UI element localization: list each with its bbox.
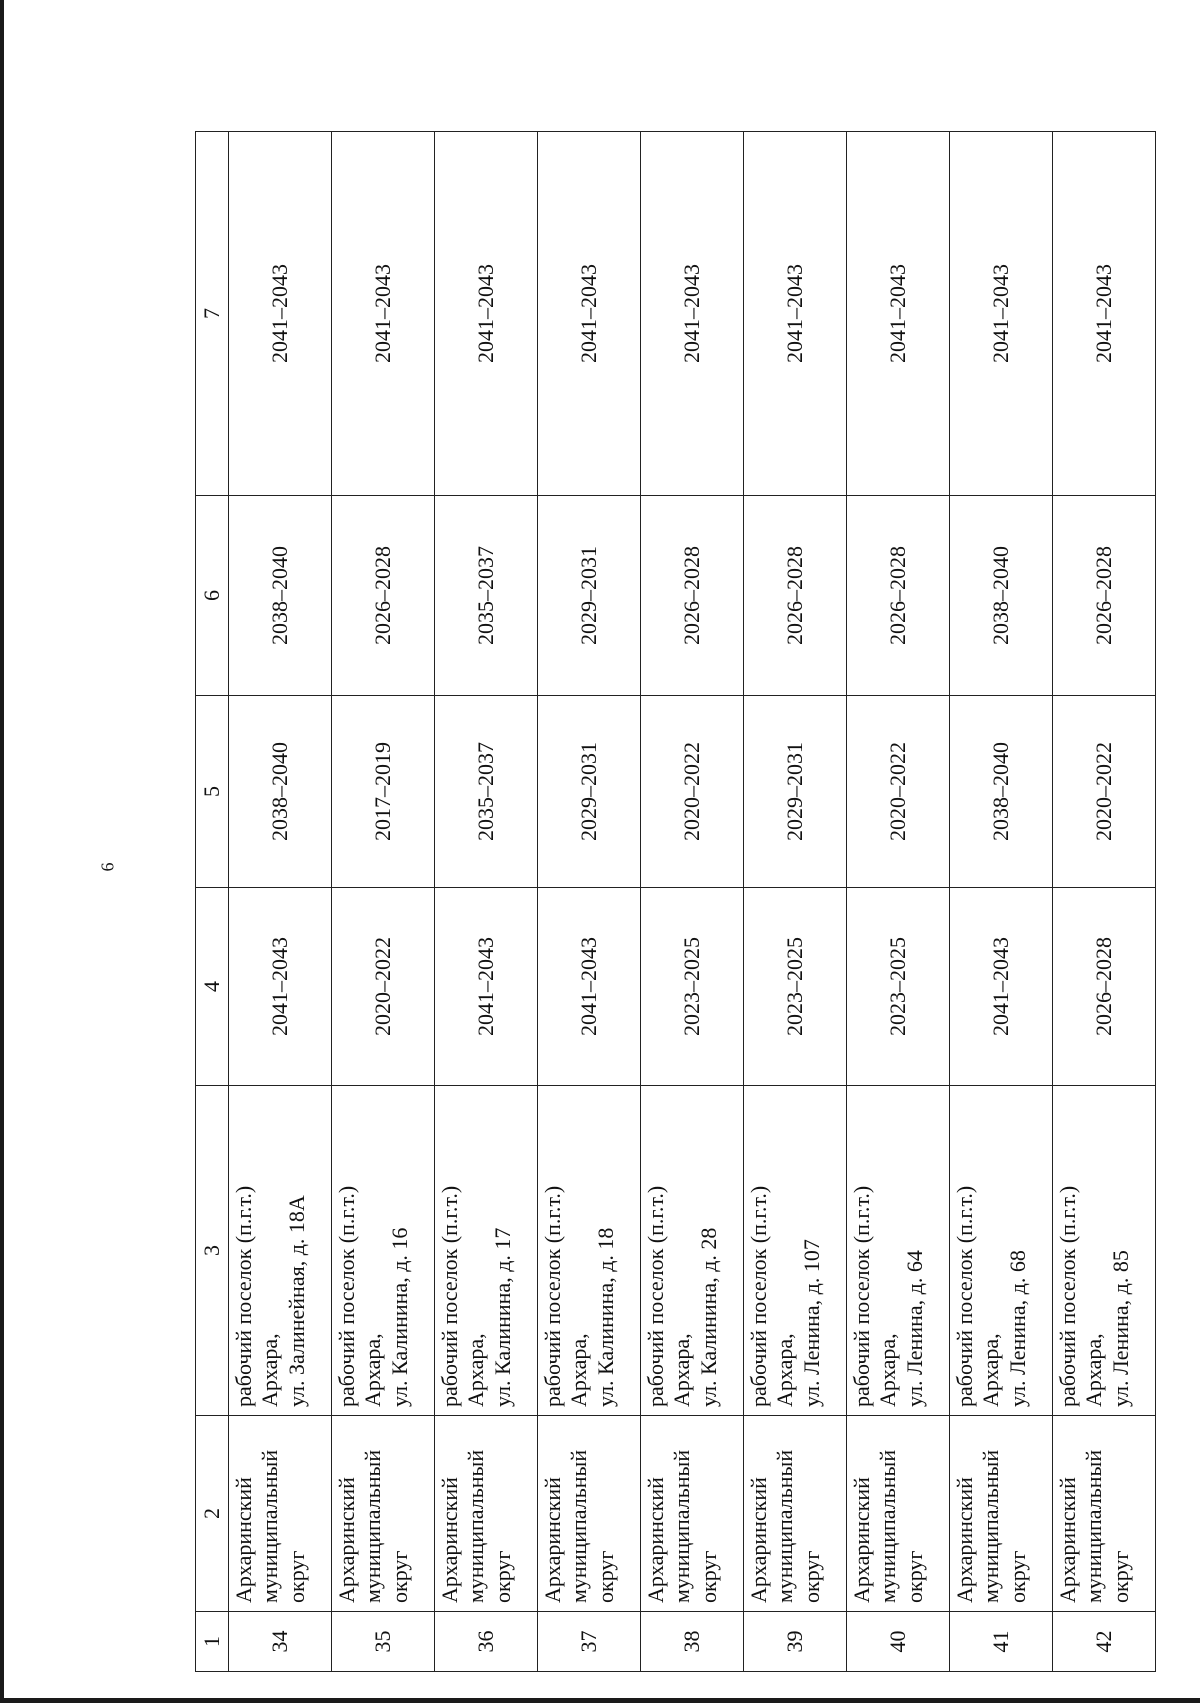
address-cell-line: Архара, [566,1333,592,1407]
district-cell-line: округ [386,1550,412,1603]
district-cell-line: муниципальный [978,1449,1004,1603]
header-cell-6: 6 [196,496,229,696]
table-row [847,132,950,1672]
table-row [641,132,744,1672]
table-row [950,132,1053,1672]
district-cell-line: округ [489,1550,515,1603]
address-cell-line: Архара, [360,1333,386,1407]
period-col5-cell: 2020–2022 [847,696,950,888]
address-cell-line: рабочий поселок (п.г.т.) [952,1185,977,1407]
address-cell-line: ул. Калинина, д. 28 [695,1227,721,1407]
period-col6-cell: 2029–2031 [538,496,641,696]
table-row [332,132,435,1672]
header-cell-4: 4 [196,888,229,1086]
district-cell-line: муниципальный [463,1449,489,1603]
district-cell-line: Архаринский [540,1477,565,1603]
period-col5-cell: 2035–2037 [435,696,538,888]
period-col4-cell: 2041–2043 [229,888,332,1086]
period-col5-cell: 2038–2040 [950,696,1053,888]
row-number-cell: 38 [641,1612,744,1672]
address-cell-line: рабочий поселок (п.г.т.) [849,1185,874,1407]
address-cell [847,1086,950,1416]
address-cell-line: ул. Залинейная, д. 18А [283,1195,309,1407]
district-cell-line: округ [798,1550,824,1603]
address-cell-line: рабочий поселок (п.г.т.) [746,1185,771,1407]
address-cell [744,1086,847,1416]
district-cell [538,1416,641,1612]
period-col4-cell: 2023–2025 [744,888,847,1086]
row-number-cell: 35 [332,1612,435,1672]
district-cell [744,1416,847,1612]
district-cell [950,1416,1053,1612]
address-cell-line: ул. Калинина, д. 18 [592,1227,618,1407]
period-col4-cell: 2026–2028 [1053,888,1156,1086]
district-cell-line: муниципальный [772,1449,798,1603]
address-cell-line: Архара, [1081,1333,1107,1407]
district-cell-line: Архаринский [643,1477,668,1603]
district-cell-line: округ [695,1550,721,1603]
period-col7-cell: 2041–2043 [538,132,641,496]
district-cell-line: Архаринский [334,1477,359,1603]
district-cell-line: муниципальный [257,1449,283,1603]
row-number-cell: 37 [538,1612,641,1672]
district-cell-line: муниципальный [360,1449,386,1603]
address-cell-line: ул. Ленина, д. 64 [901,1250,927,1407]
header-cell-2: 2 [196,1416,229,1612]
period-col7-cell: 2041–2043 [641,132,744,496]
period-col6-cell: 2026–2028 [1053,496,1156,696]
district-cell-line: округ [283,1550,309,1603]
period-col7-cell: 2041–2043 [435,132,538,496]
rotated-table-container [195,132,1133,1672]
address-cell-line: ул. Ленина, д. 107 [798,1239,824,1407]
period-col5-cell: 2020–2022 [1053,696,1156,888]
district-cell [1053,1416,1156,1612]
row-number-cell: 36 [435,1612,538,1672]
district-cell-line: Архаринский [849,1477,874,1603]
table-row [229,132,332,1672]
address-cell-line: рабочий поселок (п.г.т.) [231,1185,256,1407]
period-col5-cell: 2029–2031 [744,696,847,888]
district-cell-line: Архаринский [1055,1477,1080,1603]
district-cell-line: округ [592,1550,618,1603]
period-col6-cell: 2035–2037 [435,496,538,696]
address-cell-line: ул. Калинина, д. 16 [386,1227,412,1407]
period-col4-cell: 2023–2025 [847,888,950,1086]
period-col6-cell: 2026–2028 [847,496,950,696]
page-number: 6 [97,862,118,872]
address-cell [332,1086,435,1416]
period-col4-cell: 2023–2025 [641,888,744,1086]
district-cell-line: Архаринский [231,1477,256,1603]
period-col4-cell: 2041–2043 [538,888,641,1086]
district-cell-line: Архаринский [437,1477,462,1603]
header-cell-1: 1 [196,1612,229,1672]
period-col5-cell: 2020–2022 [641,696,744,888]
period-col6-cell: 2026–2028 [744,496,847,696]
row-number-cell: 40 [847,1612,950,1672]
address-cell-line: рабочий поселок (п.г.т.) [334,1185,359,1407]
district-cell-line: Архаринский [746,1477,771,1603]
address-cell-line: рабочий поселок (п.г.т.) [1055,1185,1080,1407]
address-cell-line: рабочий поселок (п.г.т.) [437,1185,462,1407]
address-cell-line: Архара, [257,1333,283,1407]
address-cell-line: ул. Калинина, д. 17 [489,1227,515,1407]
row-number-cell: 41 [950,1612,1053,1672]
header-cell-7: 7 [196,132,229,496]
period-col6-cell: 2038–2040 [229,496,332,696]
period-col7-cell: 2041–2043 [744,132,847,496]
table-row [435,132,538,1672]
district-cell-line: муниципальный [669,1449,695,1603]
district-cell [229,1416,332,1612]
address-cell [538,1086,641,1416]
address-cell-line: Архара, [772,1333,798,1407]
period-col4-cell: 2041–2043 [435,888,538,1086]
header-row [196,132,229,1672]
address-cell-line: Архара, [978,1333,1004,1407]
period-col6-cell: 2038–2040 [950,496,1053,696]
header-cell-3: 3 [196,1086,229,1416]
address-cell [229,1086,332,1416]
district-cell-line: муниципальный [875,1449,901,1603]
period-col7-cell: 2041–2043 [229,132,332,496]
address-cell [1053,1086,1156,1416]
district-cell-line: муниципальный [566,1449,592,1603]
address-cell [950,1086,1053,1416]
district-cell-line: Архаринский [952,1477,977,1603]
period-col6-cell: 2026–2028 [332,496,435,696]
address-cell-line: Архара, [875,1333,901,1407]
district-cell [847,1416,950,1612]
period-col5-cell: 2029–2031 [538,696,641,888]
district-cell-line: округ [1004,1550,1030,1603]
scan-edge-left [0,0,4,1703]
table-row [538,132,641,1672]
district-cell [641,1416,744,1612]
period-col7-cell: 2041–2043 [950,132,1053,496]
scan-edge-bottom [0,1698,1200,1703]
table-row [1053,132,1156,1672]
address-cell-line: Архара, [463,1333,489,1407]
row-number-cell: 39 [744,1612,847,1672]
address-cell [435,1086,538,1416]
schedule-table [195,131,1156,1672]
address-cell [641,1086,744,1416]
district-cell [332,1416,435,1612]
district-cell-line: округ [901,1550,927,1603]
address-cell-line: рабочий поселок (п.г.т.) [643,1185,668,1407]
period-col4-cell: 2020–2022 [332,888,435,1086]
address-cell-line: ул. Ленина, д. 68 [1004,1250,1030,1407]
period-col4-cell: 2041–2043 [950,888,1053,1086]
period-col7-cell: 2041–2043 [332,132,435,496]
table-row [744,132,847,1672]
address-cell-line: Архара, [669,1333,695,1407]
header-cell-5: 5 [196,696,229,888]
address-cell-line: рабочий поселок (п.г.т.) [540,1185,565,1407]
district-cell-line: округ [1107,1550,1133,1603]
period-col6-cell: 2026–2028 [641,496,744,696]
district-cell-line: муниципальный [1081,1449,1107,1603]
period-col7-cell: 2041–2043 [1053,132,1156,496]
period-col7-cell: 2041–2043 [847,132,950,496]
table-body [229,132,1156,1672]
row-number-cell: 42 [1053,1612,1156,1672]
district-cell [435,1416,538,1612]
period-col5-cell: 2017–2019 [332,696,435,888]
row-number-cell: 34 [229,1612,332,1672]
address-cell-line: ул. Ленина, д. 85 [1107,1250,1133,1407]
period-col5-cell: 2038–2040 [229,696,332,888]
